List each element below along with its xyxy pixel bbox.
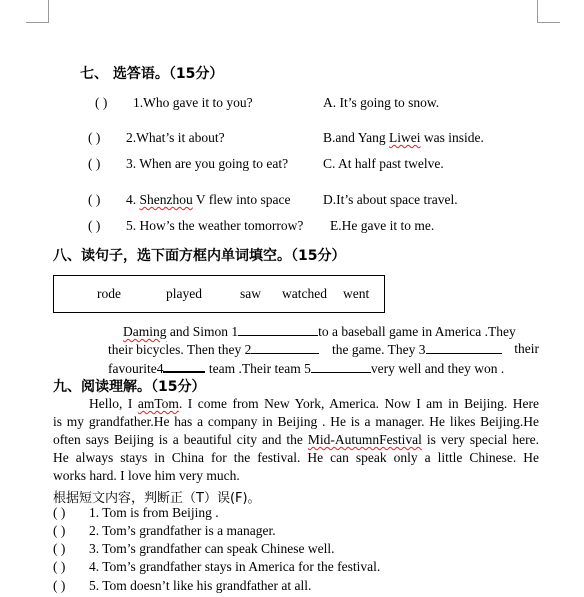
- passage-line-2: [108, 341, 539, 358]
- reading-line-2: is my grandfather.He has a company in Beijing . He is a manager. He likes Beijing.He: [53, 414, 539, 429]
- statement-text: 2. Tom’s grandfather is a manager.: [89, 523, 276, 538]
- crop-mark-top-left-vertical: [48, 0, 49, 22]
- answer-paren[interactable]: ( ): [88, 130, 101, 145]
- crop-mark-top-left-horizontal: [26, 22, 49, 23]
- statement-text: 1. Tom is from Beijing .: [89, 505, 219, 520]
- question-text-pre: 4.: [126, 192, 140, 207]
- word-bank-item: rode: [97, 286, 121, 301]
- statement-text: 5. Tom doesn’t like his grandfather at all.: [89, 578, 312, 593]
- answer-paren[interactable]: ( ): [53, 578, 66, 593]
- answer-paren[interactable]: ( ): [53, 541, 66, 556]
- answer-paren[interactable]: ( ): [88, 192, 101, 207]
- judgement-instruction: 根据短文内容，判断正（T）误(F)。: [53, 491, 261, 506]
- reading-line-3: [53, 432, 539, 448]
- reading-text: often says Beijing is a beautiful city and the: [53, 432, 308, 447]
- option-text: A. It’s going to snow.: [323, 95, 440, 110]
- crop-mark-top-right-vertical: [537, 0, 538, 22]
- reading-line-4: He always stays in China for the festival. He can speak only a little Chinese. He: [53, 450, 539, 465]
- question-text: 3. When are you going to eat?: [126, 156, 289, 171]
- spellcheck-word: amTom: [137, 396, 179, 411]
- blank-3[interactable]: [426, 341, 502, 354]
- answer-paren[interactable]: ( ): [53, 523, 66, 538]
- section9-title: 九、阅读理解。（15分）: [53, 379, 206, 395]
- answer-paren[interactable]: ( ): [88, 218, 101, 233]
- passage-text-a: their bicycles. Then they 2: [108, 342, 252, 357]
- answer-paren[interactable]: ( ): [95, 95, 108, 110]
- reading-text: . I come from New York, America. Now I am in Beijing. Here: [178, 396, 539, 411]
- question-text: 5. How’s the weather tomorrow?: [126, 218, 304, 233]
- option-text: D.It’s about space travel.: [323, 192, 458, 207]
- answer-paren[interactable]: ( ): [53, 505, 66, 520]
- question-text-post: V flew into space: [192, 192, 291, 207]
- blank-4[interactable]: [163, 359, 205, 373]
- question-text: [126, 192, 290, 208]
- answer-paren[interactable]: ( ): [53, 559, 66, 574]
- blank-1[interactable]: [238, 323, 318, 336]
- section7-title: 七、 选答语。（15分）: [80, 66, 224, 82]
- passage-text: [332, 341, 501, 358]
- question-text: 1.Who gave it to you?: [133, 95, 253, 110]
- statement-text: 3. Tom’s grandfather can speak Chinese well.: [89, 541, 335, 556]
- passage-text: favourite4: [108, 361, 164, 376]
- reading-line-1: [89, 396, 539, 412]
- passage-text-b: the game. They 3: [332, 342, 426, 357]
- spellcheck-word: Mid-AutumnFestival: [307, 432, 422, 447]
- question-text: 2.What’s it about?: [126, 130, 225, 145]
- option-text: E.He gave it to me.: [330, 218, 435, 233]
- word-bank-item: watched: [282, 286, 327, 301]
- section8-title: 八、读句子，选下面方框内单词填空。（15分）: [53, 248, 346, 264]
- spellcheck-word: Liwei: [389, 130, 421, 145]
- reading-text: Hello, I: [89, 396, 138, 411]
- blank-5[interactable]: [311, 360, 371, 373]
- passage-text: [108, 341, 319, 358]
- reading-line-5: works hard. I love him very much.: [53, 468, 240, 483]
- reading-text: is very special here.: [421, 432, 539, 447]
- word-bank-item: went: [343, 286, 370, 301]
- word-bank-item: saw: [240, 286, 261, 301]
- word-bank-box: [53, 275, 385, 313]
- spellcheck-word: Daming: [123, 324, 167, 339]
- passage-text: team .Their team 5: [205, 361, 311, 376]
- statement-text: 4. Tom’s grandfather stays in America for the festival.: [89, 559, 381, 574]
- option-text-pre: B.and Yang: [323, 130, 390, 145]
- crop-mark-top-right-horizontal: [537, 22, 560, 23]
- passage-text: their: [514, 341, 539, 356]
- passage-text: to a baseball game in America .They: [318, 324, 516, 339]
- word-bank-item: played: [166, 286, 202, 301]
- passage-line-3: [108, 359, 504, 377]
- passage-line-1: [123, 323, 516, 340]
- passage-text: very well and they won .: [370, 361, 505, 376]
- option-text-post: was inside.: [420, 130, 484, 145]
- spellcheck-word: Shenzhou: [139, 192, 193, 207]
- answer-paren[interactable]: ( ): [88, 156, 101, 171]
- blank-2[interactable]: [251, 341, 319, 354]
- option-text: C. At half past twelve.: [323, 156, 444, 171]
- option-text: [323, 130, 484, 146]
- passage-text: and Simon 1: [166, 324, 239, 339]
